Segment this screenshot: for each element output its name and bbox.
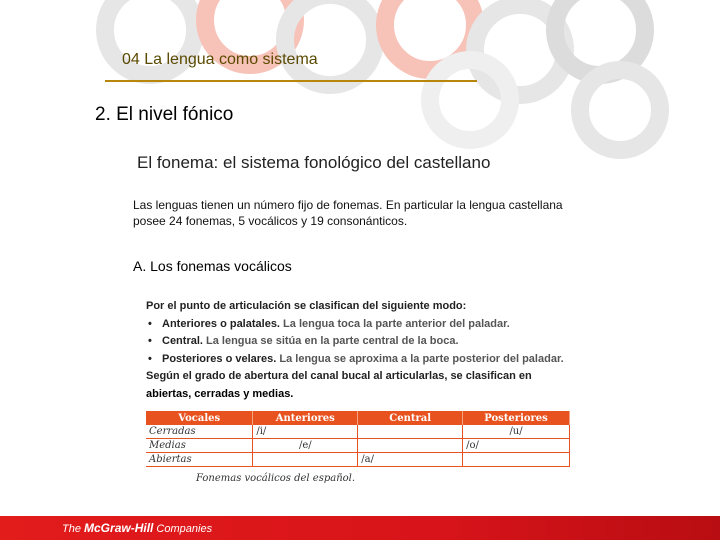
subheading-vowels: A. Los fonemas vocálicos xyxy=(133,258,292,274)
articulation-list xyxy=(146,316,576,369)
publisher-logo: The McGraw-Hill Companies xyxy=(62,521,213,535)
vowels-table xyxy=(146,411,570,467)
intro-paragraph: Las lenguas tienen un número fijo de fonemas. En particular la lengua castellana posee 24 fonemas, 5 vocálicos y 19 consonánticos. xyxy=(133,198,563,228)
table-row: Cerradas /i/ /u/ xyxy=(146,425,570,439)
figure-intro: Por el punto de articulación se clasifican del siguiente modo: xyxy=(146,300,467,312)
section-title: 2. El nivel fónico xyxy=(95,104,234,125)
table-caption: Fonemas vocálicos del español. xyxy=(196,473,356,484)
table-row: Medias /e/ /o/ xyxy=(146,439,570,453)
table-header-row xyxy=(146,411,570,425)
subtitle: El fonema: el sistema fonológico del castellano xyxy=(137,153,491,172)
header-central: Central xyxy=(358,411,463,425)
table-row: Abiertas /a/ xyxy=(146,453,570,467)
list-item: • Posteriores o velares. La lengua se aproxima a la parte posterior del paladar. xyxy=(160,351,576,369)
header-vocales: Vocales xyxy=(146,411,253,425)
list-item: • Central. La lengua se sitúa en la parte central de la boca. xyxy=(160,333,576,351)
chapter-divider xyxy=(105,80,477,82)
header-anteriores: Anteriores xyxy=(253,411,358,425)
abertura-text: Según el grado de abertura del canal bucal al articularlas, se clasifican en abiertas, cerradas y medias. xyxy=(146,370,532,400)
header-posteriores: Posteriores xyxy=(463,411,570,425)
chapter-title: 04 La lengua como sistema xyxy=(122,51,318,68)
list-item: • Anteriores o palatales. La lengua toca la parte anterior del paladar. xyxy=(160,316,576,334)
figure-text xyxy=(146,298,576,403)
